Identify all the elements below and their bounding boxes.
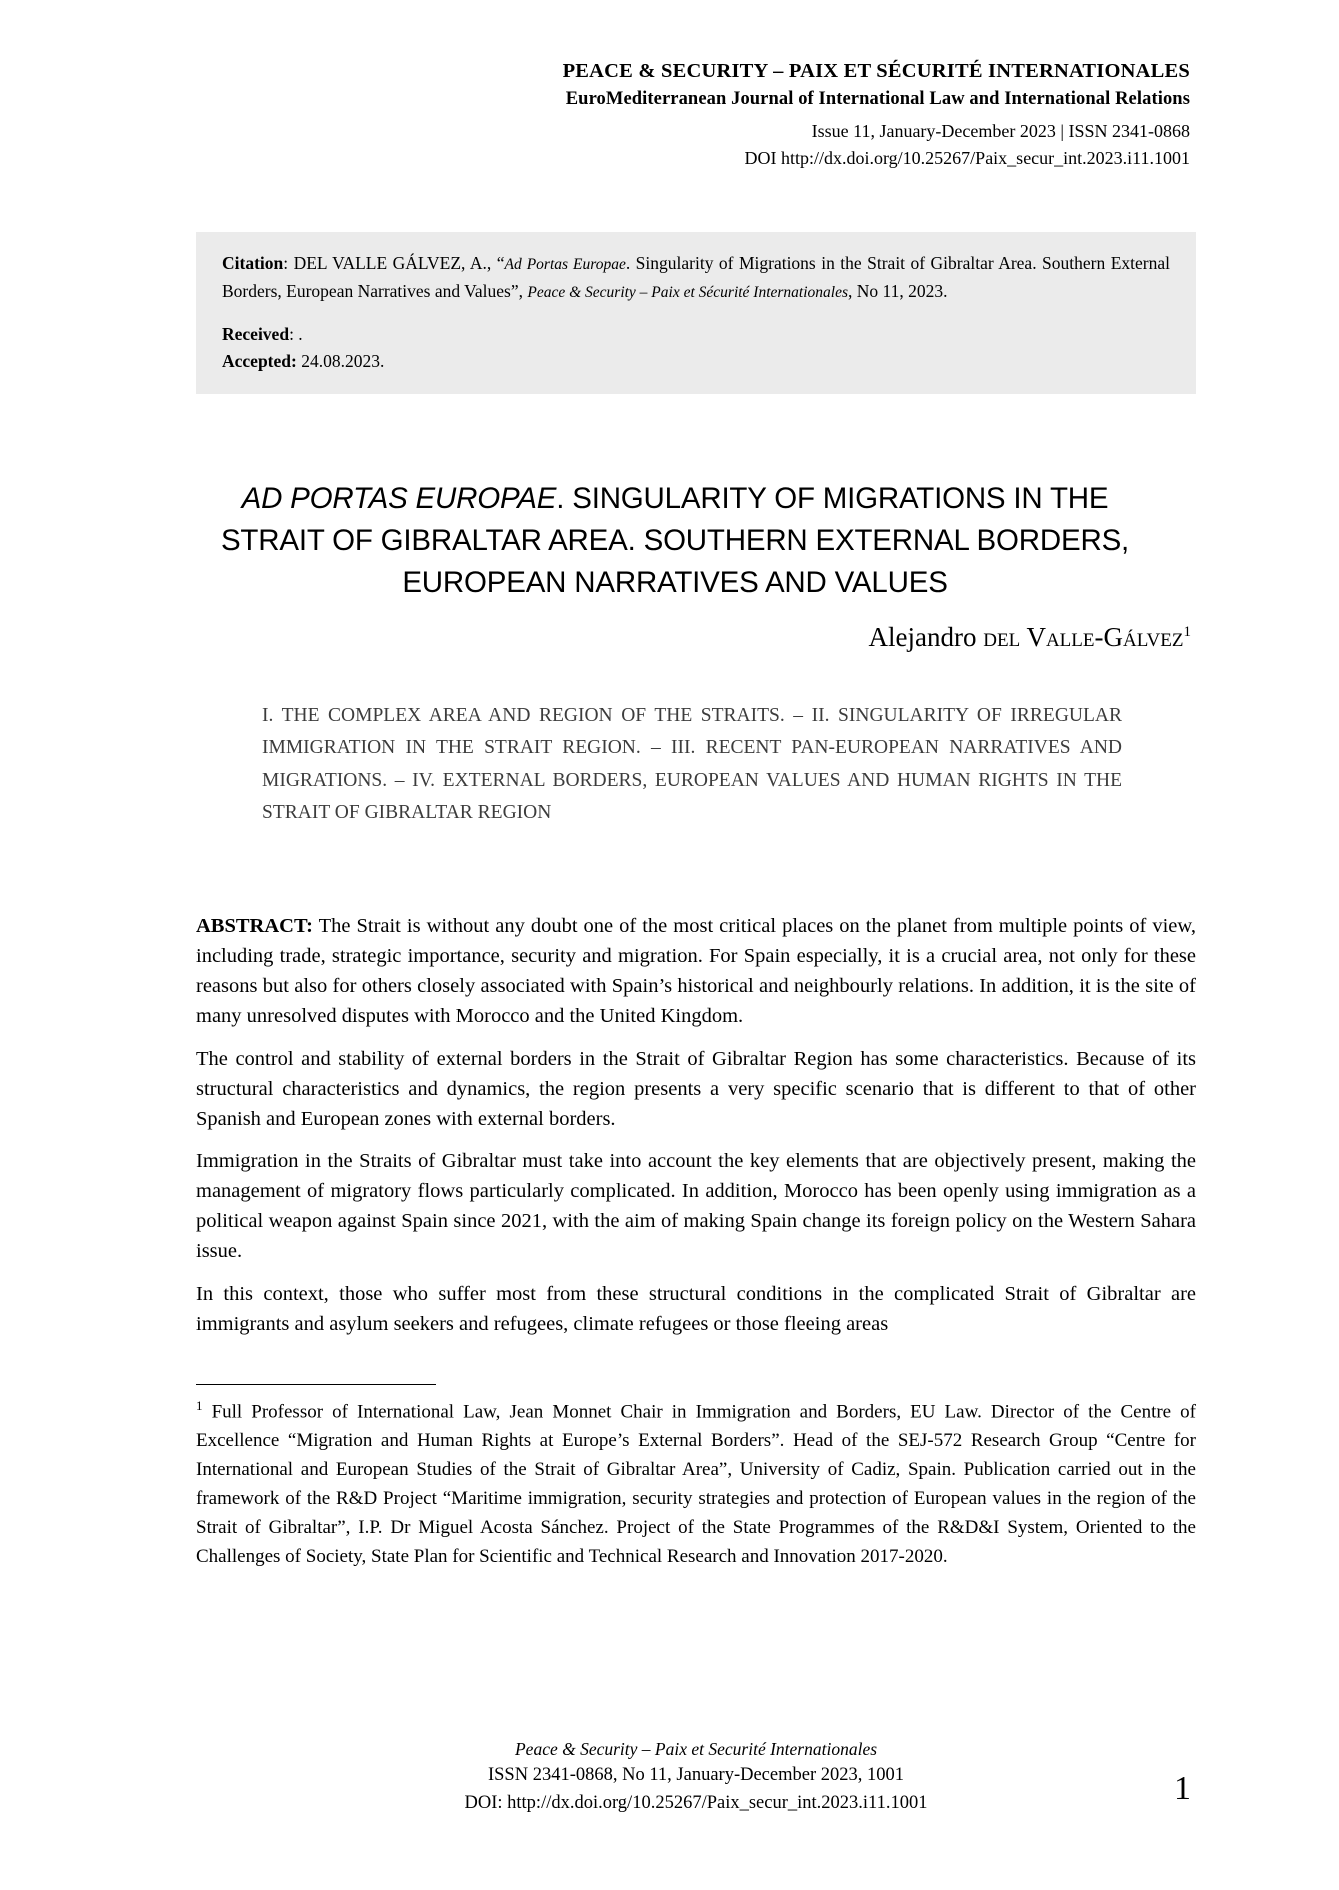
abstract-section [196,912,1196,1340]
journal-title: PEACE & SECURITY – PAIX ET SÉCURITÉ INTERNATIONALES [562,60,1190,82]
footnote-1 [196,1396,1196,1572]
citation-label-separator: : [283,253,294,273]
footer-doi-line: DOI: http://dx.doi.org/10.25267/Paix_secur_int.2023.i11.1001 [464,1793,928,1813]
footnote-separator-rule [196,1384,436,1385]
journal-issue-line: Issue 11, January-December 2023 | ISSN 2341-0868 [811,120,1190,141]
abstract-paragraph-4: In this context, those who suffer most from these structural conditions in the complicated Strait of Gibraltar are immigrants and asylum seekers and refugees, climate refugees or those fleeing areas [196,1283,1196,1336]
author-given-name: Alejandro [868,622,984,652]
footnote-marker: 1 [196,1398,203,1413]
author-footnote-marker: 1 [1183,624,1191,640]
title-italic-part: AD PORTAS EUROPAE [241,482,557,515]
abstract-label: ABSTRACT: [196,915,313,937]
accepted-line [222,348,1170,374]
abstract-paragraph-3: Immigration in the Straits of Gibraltar must take into account the key elements that are objectively present, making the management of migratory flows particularly complicated. In addition, Morocco has been openly using immigration as a political weapon against Spain since 2021, with the aim of making Spain change its foreign policy on the Western Sahara issue. [196,1150,1196,1263]
citation-author: DEL VALLE GÁLVEZ, A., [293,253,497,273]
accepted-value: 24.08.2023. [296,350,385,371]
abstract-paragraph-1 [196,912,1196,1032]
footnote-text: Full Professor of International Law, Jean Monnet Chair in Immigration and Borders, EU Law. Director of the Centre of Excellence “Migration and Human Rights at Europe’s External Borders”. Head of the SEJ-572 Research Group “Centre for International and European Studies of the Strait of Gibraltar Area”, University of Cadiz, Spain. Publication carried out in the framework of the R&D Project “Maritime immigration, security strategies and protection of European values in the region of the Strait of Gibraltar”, I.P. Dr Miguel Acosta Sánchez. Project of the State Programmes of the R&D&I System, Oriented to the Challenges of Society, State Plan for Scientific and Technical Research and Innovation 2017-2020. [196,1401,1196,1567]
received-label: Received [222,324,290,345]
citation-issue-tail: , No 11, 2023. [848,280,948,301]
author-surname: del Valle-Gálvez [983,622,1184,652]
citation-quote-close: ”, [510,280,528,301]
title-rest: . SINGULARITY OF MIGRATIONS IN THE STRAIT OF GIBRALTAR AREA. SOUTHERN EXTERNAL BORDERS, EUROPEAN NARRATIVES AND VALUES [220,482,1130,599]
abstract-paragraph-1-text: The Strait is without any doubt one of the most critical places on the planet from multiple points of view, including trade, strategic importance, security and migration. For Spain especially, it is a crucial area, not only for these reasons but also for others closely associated with Spain’s historical and neighbourly relations. In addition, it is the site of many unresolved disputes with Morocco and the United Kingdom. [196,915,1196,1027]
author-byline [215,620,1191,655]
citation-label: Citation [222,253,284,273]
journal-subtitle: EuroMediterranean Journal of International Law and International Relations [565,89,1190,110]
received-value: : . [289,324,303,345]
footer-issn-line: ISSN 2341-0868, No 11, January-December 2023, 1001 [487,1765,904,1786]
citation-quote-open: “ [496,253,505,273]
page-footer [196,1736,1196,1818]
journal-masthead [190,58,1190,171]
accepted-label: Accepted: [222,350,297,371]
citation-text [222,250,1170,305]
citation-title-italic: Ad Portas Europae [504,256,626,273]
received-line [222,321,1170,347]
citation-title-rest: . Singularity of Migrations in the Strait of Gibraltar Area. Southern External Borders, European Narratives and Values [222,253,1170,301]
footer-journal-name: Peace & Security – Paix et Securité Internationales [514,1739,878,1759]
citation-box [196,232,1196,394]
page-title [215,478,1135,604]
journal-doi-line: DOI http://dx.doi.org/10.25267/Paix_secur_int.2023.i11.1001 [744,147,1190,168]
citation-journal-italic: Peace & Security – Paix et Sécurité Internationales [527,283,849,301]
abstract-paragraph-2: The control and stability of external borders in the Strait of Gibraltar Region has some characteristics. Because of its structural characteristics and dynamics, the region presents a very specific scenario that is different to that of other Spanish and European zones with external borders. [196,1047,1196,1130]
page-number: 1 [1174,1770,1191,1807]
table-of-contents: I. THE COMPLEX AREA AND REGION OF THE STRAITS. – II. SINGULARITY OF IRREGULAR IMMIGRATION IN THE STRAIT REGION. – III. RECENT PAN-EUROPEAN NARRATIVES AND MIGRATIONS. – IV. EXTERNAL BORDERS, EUROPEAN VALUES AND HUMAN RIGHTS IN THE STRAIT OF GIBRALTAR REGION [262,705,1122,824]
